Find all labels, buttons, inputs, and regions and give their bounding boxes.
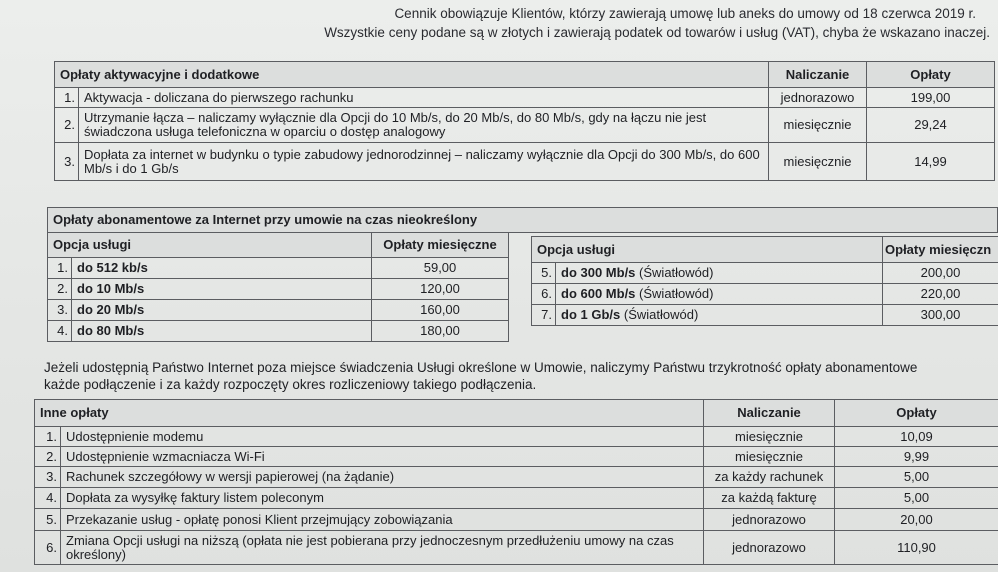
row-number: 1.	[48, 258, 72, 279]
table-row	[35, 531, 998, 565]
row-description: Utrzymanie łącza – naliczamy wyłącznie dla Opcji do 10 Mb/s, do 20 Mb/s, do 80 Mb/s, gdy na łączu nie jest świadczona usługa telefoniczna w oparciu o dostęp analogowy	[79, 108, 769, 143]
row-number: 6.	[532, 284, 556, 305]
row-number: 3.	[55, 143, 79, 181]
row-number: 1.	[55, 88, 79, 108]
row-charge: jednorazowo	[769, 88, 867, 108]
sharing-note-line-1: Jeżeli udostępnią Państwo Internet poza miejsce świadczenia Usługi określone w Umowie, naliczymy Państwu trzykrotność opłaty abonamentowe	[44, 360, 918, 375]
table-row	[48, 279, 509, 300]
table-row	[532, 305, 998, 326]
subscription-col-fee: Opłaty miesięczne	[372, 233, 509, 258]
row-number: 2.	[55, 108, 79, 143]
row-fee: 5,00	[835, 488, 998, 509]
row-number: 7.	[532, 305, 556, 326]
table-row	[35, 467, 998, 488]
subscription-left-table	[47, 232, 509, 342]
option-note: (Światłowód)	[639, 265, 714, 280]
other-fees-table	[34, 399, 998, 565]
row-charge: miesięcznie	[769, 143, 867, 181]
other-title: Inne opłaty	[35, 400, 704, 427]
row-description: Rachunek szczegółowy w wersji papierowej (na żądanie)	[61, 467, 704, 488]
row-description: Dopłata za internet w budynku o typie zabudowy jednorodzinnej – naliczamy wyłącznie dla Opcji do 300 Mb/s, do 600 Mb/s i do 1 Gb/s	[79, 143, 769, 181]
row-number: 3.	[35, 467, 61, 488]
row-charge: miesięcznie	[704, 447, 835, 467]
table-row	[55, 108, 995, 143]
row-fee: 300,00	[883, 305, 998, 326]
row-option: do 512 kb/s	[72, 258, 372, 279]
option-note: (Światłowód)	[623, 307, 699, 322]
row-option: do 80 Mb/s	[72, 321, 372, 342]
activation-col-charge: Naliczanie	[769, 62, 867, 88]
header-line-1: Cennik obowiązuje Klientów, którzy zawierają umowę lub aneks do umowy od 18 czerwca 2019 r.	[394, 6, 976, 21]
row-fee: 200,00	[883, 263, 998, 284]
row-description: Udostępnienie wzmacniacza Wi-Fi	[61, 447, 704, 467]
subscription-right-col-option: Opcja usługi	[532, 237, 883, 263]
row-number: 4.	[35, 488, 61, 509]
row-option	[556, 305, 883, 326]
row-fee: 10,09	[835, 427, 998, 447]
row-option	[556, 263, 883, 284]
row-charge: jednorazowo	[704, 509, 835, 531]
table-row	[48, 300, 509, 321]
subscription-title: Opłaty abonamentowe za Internet przy umowie na czas nieokreślony	[48, 208, 998, 233]
row-description: Zmiana Opcji usługi na niższą (opłata nie jest pobierana przy jednoczesnym przedłużeniu umowy na czas określony)	[61, 531, 704, 565]
sharing-note-line-2: każde podłączenie i za każdy rozpoczęty okres rozliczeniowy takiego podłączenia.	[44, 377, 537, 392]
row-fee: 110,90	[835, 531, 998, 565]
row-fee: 5,00	[835, 467, 998, 488]
subscription-right-table	[531, 236, 998, 326]
row-number: 4.	[48, 321, 72, 342]
sharing-note	[44, 359, 998, 393]
table-row	[55, 143, 995, 181]
option-name: do 1 Gb/s	[561, 307, 621, 322]
activation-fees-table	[54, 61, 995, 181]
activation-header-row	[55, 62, 995, 88]
option-name: do 300 Mb/s	[561, 265, 636, 280]
table-row	[35, 509, 998, 531]
row-number: 6.	[35, 531, 61, 565]
row-fee: 199,00	[867, 88, 995, 108]
other-col-charge: Naliczanie	[704, 400, 835, 427]
row-number: 5.	[35, 509, 61, 531]
row-option: do 10 Mb/s	[72, 279, 372, 300]
row-number: 1.	[35, 427, 61, 447]
row-fee: 9,99	[835, 447, 998, 467]
row-description: Dopłata za wysyłkę faktury listem poleconym	[61, 488, 704, 509]
activation-title: Opłaty aktywacyjne i dodatkowe	[55, 62, 769, 88]
row-fee: 220,00	[883, 284, 998, 305]
option-note: (Światłowód)	[639, 286, 714, 301]
row-number: 3.	[48, 300, 72, 321]
row-fee: 160,00	[372, 300, 509, 321]
activation-col-fee: Opłaty	[867, 62, 995, 88]
other-col-fee: Opłaty	[835, 400, 998, 427]
row-charge: za każdy rachunek	[704, 467, 835, 488]
table-row	[35, 488, 998, 509]
option-name: do 600 Mb/s	[561, 286, 636, 301]
row-fee: 20,00	[835, 509, 998, 531]
row-fee: 14,99	[867, 143, 995, 181]
table-row	[48, 321, 509, 342]
row-description: Przekazanie usług - opłatę ponosi Klient przejmujący zobowiązania	[61, 509, 704, 531]
subscription-title-table	[47, 207, 998, 233]
row-charge: za każdą fakturę	[704, 488, 835, 509]
subscription-right-col-fee: Opłaty miesięczn	[883, 237, 998, 263]
subscription-col-option: Opcja usługi	[48, 233, 372, 258]
row-fee: 180,00	[372, 321, 509, 342]
row-description: Udostępnienie modemu	[61, 427, 704, 447]
row-number: 2.	[35, 447, 61, 467]
row-charge: miesięcznie	[704, 427, 835, 447]
row-fee: 59,00	[372, 258, 509, 279]
table-row	[35, 447, 998, 467]
row-charge: miesięcznie	[769, 108, 867, 143]
header-line-2: Wszystkie ceny podane są w złotych i zawierają podatek od towarów i usług (VAT), chyba że wskazano inaczej.	[324, 25, 990, 40]
row-number: 2.	[48, 279, 72, 300]
row-fee: 29,24	[867, 108, 995, 143]
row-charge: jednorazowo	[704, 531, 835, 565]
row-fee: 120,00	[372, 279, 509, 300]
row-number: 5.	[532, 263, 556, 284]
table-row	[532, 263, 998, 284]
row-option: do 20 Mb/s	[72, 300, 372, 321]
row-description: Aktywacja - doliczana do pierwszego rachunku	[79, 88, 769, 108]
table-row	[35, 427, 998, 447]
table-row	[532, 284, 998, 305]
table-row	[48, 258, 509, 279]
row-option	[556, 284, 883, 305]
table-row	[55, 88, 995, 108]
